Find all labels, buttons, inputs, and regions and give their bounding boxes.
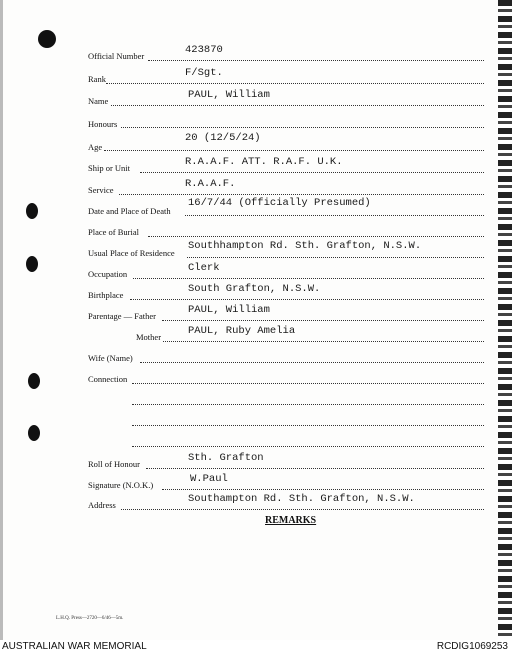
punch-hole-top — [38, 30, 56, 48]
age-line — [104, 150, 484, 151]
name-line — [111, 105, 484, 106]
connection-line-4 — [132, 446, 484, 447]
official-number-label: Official Number — [88, 51, 145, 61]
punch-hole-2 — [26, 256, 38, 272]
age-value: 20 (12/5/24) — [185, 132, 261, 144]
signature-line — [162, 489, 484, 490]
death-value: 16/7/44 (Officially Presumed) — [188, 197, 371, 209]
occupation-value: Clerk — [188, 262, 220, 274]
roll-line — [146, 468, 484, 469]
roll-label: Roll of Honour — [88, 459, 140, 469]
connection-line-2 — [132, 404, 484, 405]
rank-line — [106, 83, 484, 84]
address-value: Southampton Rd. Sth. Grafton, N.S.W. — [188, 493, 415, 505]
ship-unit-label: Ship or Unit — [88, 163, 131, 173]
address-label: Address — [88, 500, 116, 510]
burial-line — [148, 236, 484, 237]
honours-line — [121, 127, 484, 128]
archive-name: AUSTRALIAN WAR MEMORIAL — [2, 641, 147, 652]
rank-label: Rank — [88, 74, 106, 84]
residence-value: Southhampton Rd. Sth. Grafton, N.S.W. — [188, 240, 422, 252]
father-value: PAUL, William — [188, 304, 270, 316]
birthplace-value: South Grafton, N.S.W. — [188, 283, 321, 295]
occupation-line — [133, 278, 484, 279]
roll-value: Sth. Grafton — [188, 452, 264, 464]
birthplace-line — [130, 299, 484, 300]
death-line — [185, 215, 484, 216]
mother-value: PAUL, Ruby Amelia — [188, 325, 296, 337]
rank-value: F/Sgt. — [185, 67, 223, 79]
father-line — [162, 320, 484, 321]
mother-line — [163, 341, 484, 342]
punch-hole-3 — [28, 373, 40, 389]
honours-label: Honours — [88, 119, 118, 129]
printer-note: L.H.Q. Press—2720—6/46—5m. — [56, 616, 124, 621]
connection-line-3 — [132, 425, 484, 426]
address-line — [121, 509, 484, 510]
ship-unit-value: R.A.A.F. ATT. R.A.F. U.K. — [185, 156, 343, 168]
scan-edge-right — [498, 0, 512, 640]
residence-label: Usual Place of Residence — [88, 248, 175, 258]
death-label: Date and Place of Death — [88, 206, 171, 216]
name-value: PAUL, William — [188, 89, 270, 101]
occupation-label: Occupation — [88, 269, 128, 279]
punch-hole-1 — [26, 203, 38, 219]
signature-value: W.Paul — [190, 473, 228, 485]
official-number-value: 423870 — [185, 44, 223, 56]
connection-label: Connection — [88, 374, 128, 384]
scan-edge-left — [0, 0, 3, 640]
wife-line — [140, 362, 484, 363]
wife-label: Wife (Name) — [88, 353, 133, 363]
age-label: Age — [88, 142, 103, 152]
residence-line — [187, 257, 484, 258]
official-number-line — [148, 60, 484, 61]
birthplace-label: Birthplace — [88, 290, 124, 300]
service-label: Service — [88, 185, 114, 195]
service-value: R.A.A.F. — [185, 178, 236, 190]
remarks-heading: REMARKS — [265, 515, 317, 526]
service-line — [119, 194, 484, 195]
archive-footer — [0, 640, 512, 654]
signature-label: Signature (N.O.K.) — [88, 480, 154, 490]
burial-label: Place of Burial — [88, 227, 139, 237]
ship-unit-line — [140, 172, 484, 173]
name-label: Name — [88, 96, 109, 106]
record-id: RCDIG1069253 — [436, 641, 508, 652]
connection-line-1 — [132, 383, 484, 384]
punch-hole-4 — [28, 425, 40, 441]
mother-label: Mother — [136, 332, 162, 342]
father-label: Parentage — Father — [88, 311, 156, 321]
